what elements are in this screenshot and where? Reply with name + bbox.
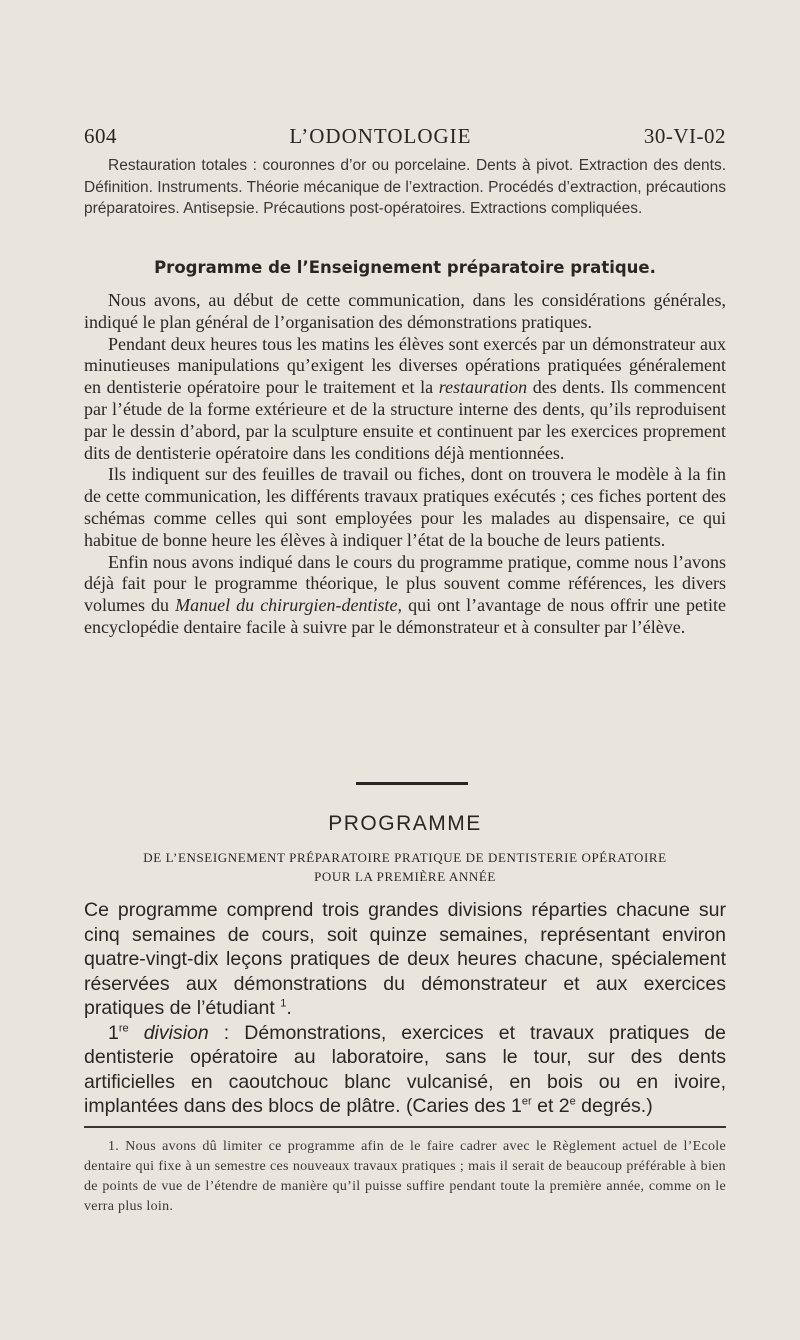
paragraph-4-text-b: qui ont l’avantage de nous offrir une petite encyclopédie dentaire facile à suivre par le démonstrateur et à consulter par l’élève.: [84, 595, 727, 637]
division-ordinal: re: [118, 1022, 129, 1034]
intro-paragraph: Restauration totales : couronnes d’or ou porcelaine. Dents à pivot. Extraction des dents. Définition. Instruments. Théorie mécanique de l’extraction. Procédés d’extraction, précautions préparatoires. Antisepsie. Précautions post-opératoires. Extractions compliquées.: [84, 157, 726, 217]
body-text: [84, 290, 726, 639]
issue-date: 30-VI-02: [643, 124, 726, 148]
programme-body: [84, 898, 726, 1119]
division-text-c: degrés.): [575, 1095, 653, 1117]
division-label: division: [143, 1021, 209, 1044]
paragraph-4-text-a: Enfin nous avons indiqué dans le cours du programme pratique, comme nous l’avons déjà fait pour le programme théorique, le plus souvent comme références, les divers volumes du: [84, 551, 726, 616]
footnote-divider: [84, 1126, 726, 1128]
division-ordinal-1: er: [521, 1095, 532, 1108]
programme-intro-text: Ce programme comprend trois grandes divisions réparties chacune sur cinq semaines de cours, soit quinze semaines, représentant environ quatre-vingt-dix leçons pratiques de deux heures chacune, spécialement réservées aux démonstrations du démonstrateur et aux exercices pratiques de l’étudiant: [84, 899, 726, 1019]
programme-intro: [84, 898, 726, 1021]
footnote-block: [84, 1137, 726, 1217]
paragraph-2: [84, 334, 726, 465]
programme-subtitle-line-2: POUR LA PREMIÈRE ANNÉE: [314, 869, 496, 884]
running-header: [84, 124, 726, 149]
division-ordinal-2: e: [569, 1095, 576, 1108]
paragraph-2-text-b: des dents. Ils commencent par l’étude de la forme extérieure et de la structure interne des dents, qu’ils reproduisent par le dessin d’abord, par la sculpture ensuite et continuent par les exercices proprement dits de dentisterie opératoire dans les conditions déjà mentionnées.: [84, 377, 726, 463]
division-number: 1: [108, 1021, 119, 1044]
programme-intro-end: .: [286, 997, 292, 1019]
footnote-marker: 1: [280, 997, 287, 1010]
journal-title: L’ODONTOLOGIE: [289, 124, 472, 148]
programme-title: PROGRAMME: [328, 812, 482, 835]
footnote-text: 1. Nous avons dû limiter ce programme afin de le faire cadrer avec le Règlement actuel de l’Ecole dentaire qui fixe à un semestre ces nouveaux travaux pratiques ; mais il serait de beaucoup préférable à bien de points de vue de l’étendre de manière qu’il puisse suffire pendant toute la première année, comme on le verra plus loin.: [84, 1139, 726, 1214]
paragraph-1: Nous avons, au début de cette communication, dans les considérations générales, indiqué le plan général de l’organisation des démonstrations pratiques.: [84, 290, 726, 332]
paragraph-4-emphasis: Manuel du chirurgien-dentiste,: [175, 595, 403, 616]
division-text-b: et 2: [531, 1095, 570, 1117]
division-paragraph: [84, 1021, 726, 1119]
paragraph-2-text-a: Pendant deux heures tous les matins les élèves sont exercés par un démonstrateur aux minutieuses manipulations qu’exigent les diverses opérations pratiquées généralement en dentisterie opératoire pour le traitement et la: [84, 333, 726, 398]
section-heading: Programme de l’Enseignement préparatoire pratique.: [154, 258, 656, 277]
paragraph-3: Ils indiquent sur des feuilles de travail ou fiches, dont on trouvera le modèle à la fin de cette communication, les différents travaux pratiques exécutés ; ces fiches portent des schémas comme celles qui sont employées pour les malades au dispensaire, ce qui habitue de bonne heure les élèves à indiquer l’état de la bouche de leurs patients.: [84, 464, 726, 550]
page-number: 604: [84, 124, 117, 148]
paragraph-2-emphasis: restauration: [438, 377, 528, 398]
division-text-a: : Démonstrations, exercices et travaux pratiques de dentisterie opératoire au laboratoire, sans le tour, sur des dents artificielles en caoutchouc blanc vulcanisé, en bois ou en ivoire, implantées dans des blocs de plâtre. (Caries des 1: [84, 1021, 727, 1117]
section-divider: [356, 782, 468, 785]
paragraph-4: [84, 552, 726, 639]
programme-subtitle-line-1: DE L’ENSEIGNEMENT PRÉPARATOIRE PRATIQUE DE DENTISTERIE OPÉRATOIRE: [143, 850, 667, 865]
programme-subtitle: [84, 848, 726, 886]
intro-block: [84, 155, 726, 220]
